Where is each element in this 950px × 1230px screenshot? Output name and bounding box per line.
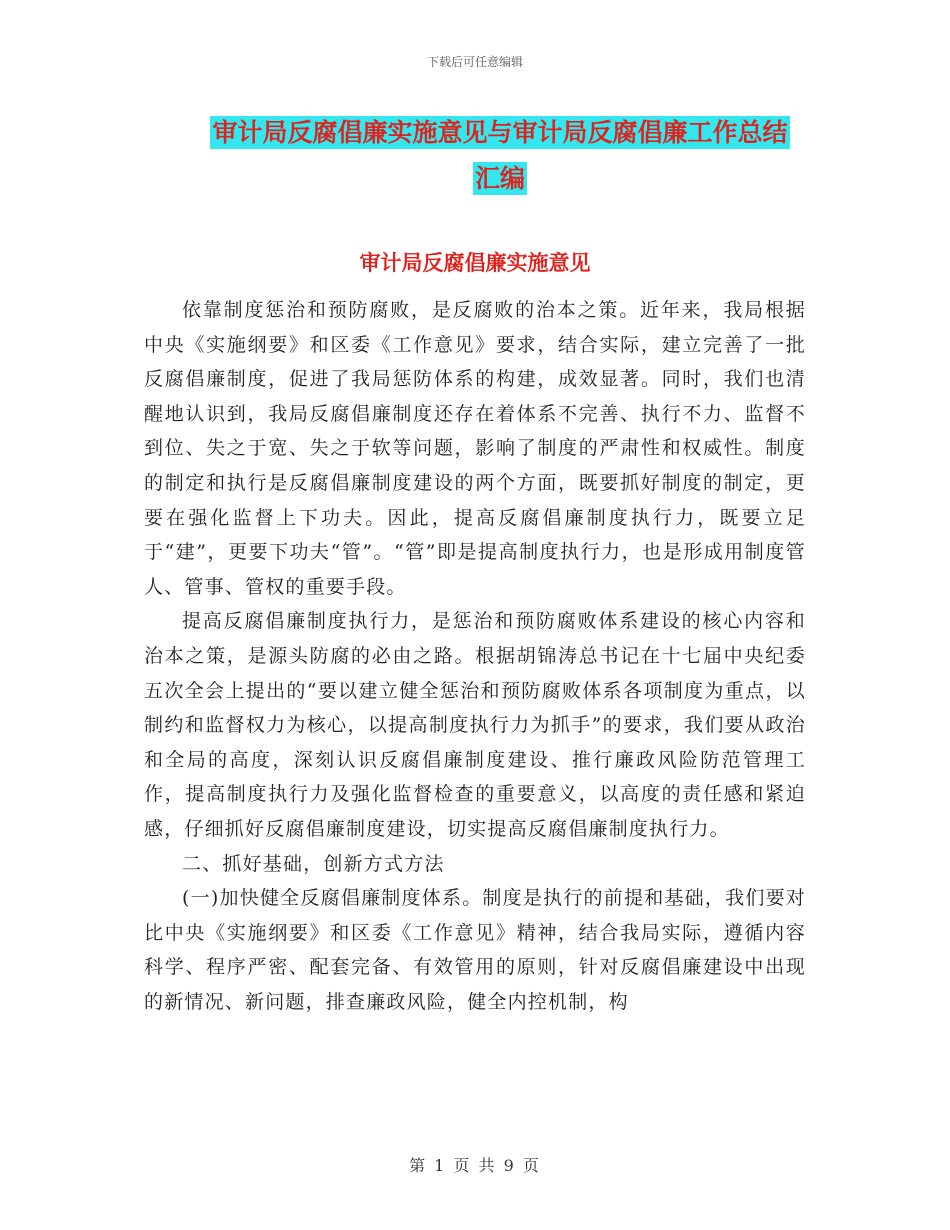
document-title xyxy=(150,110,850,202)
document-title-line1: 审计局反腐倡廉实施意见与审计局反腐倡廉工作总结 xyxy=(212,118,788,147)
paragraph-4: (一)加快健全反腐倡廉制度体系。制度是执行的前提和基础，我们要对比中央《实施纲要》和区委《工作意见》精神，结合我局实际，遵循内容科学、程序严密、配套完备、有效管用的原则，针对反腐倡廉建设中出现的新情况、新问题，排查廉政风险，健全内控机制，构 xyxy=(144,887,806,1013)
paragraph-1: 依靠制度惩治和预防腐败，是反腐败的治本之策。近年来，我局根据中央《实施纲要》和区委《工作意见》要求，结合实际，建立完善了一批反腐倡廉制度，促进了我局惩防体系的构建，成效显著。同时，我们也清醒地认识到，我局反腐倡廉制度还存在着体系不完善、执行不力、监督不到位、失之于宽、失之于软等问题，影响了制度的严肃性和权威性。制度的制定和执行是反腐倡廉制度建设的两个方面，既要抓好制度的制定，更要在强化监督上下功夫。因此，提高反腐倡廉制度执行力，既要立足于“建”，更要下功夫“管”。“管”即是提高制度执行力，也是形成用制度管人、管事、管权的重要手段。 xyxy=(144,299,806,598)
page-number-footer: 第 1 页 共 9 页 xyxy=(409,1156,541,1175)
section-title: 审计局反腐倡廉实施意见 xyxy=(359,250,591,275)
paragraph-3-heading: 二、抓好基础，创新方式方法 xyxy=(182,852,445,875)
document-title-line2: 汇编 xyxy=(474,164,525,193)
document-body xyxy=(144,293,806,1019)
header-note: 下载后可任意编辑 xyxy=(426,55,523,69)
paragraph-2: 提高反腐倡廉制度执行力，是惩治和预防腐败体系建设的核心内容和治本之策，是源头防腐的必由之路。根据胡锦涛总书记在十七届中央纪委五次全会上提出的“要以建立健全惩治和预防腐败体系各项制度为重点，以制约和监督权力为核心，以提高制度执行力为抓手”的要求，我们要从政治和全局的高度，深刻认识反腐倡廉制度建设、推行廉政风险防范管理工作，提高制度执行力及强化监督检查的重要意义，以高度的责任感和紧迫感，仔细抓好反腐倡廉制度建设，切实提高反腐倡廉制度执行力。 xyxy=(144,610,806,840)
